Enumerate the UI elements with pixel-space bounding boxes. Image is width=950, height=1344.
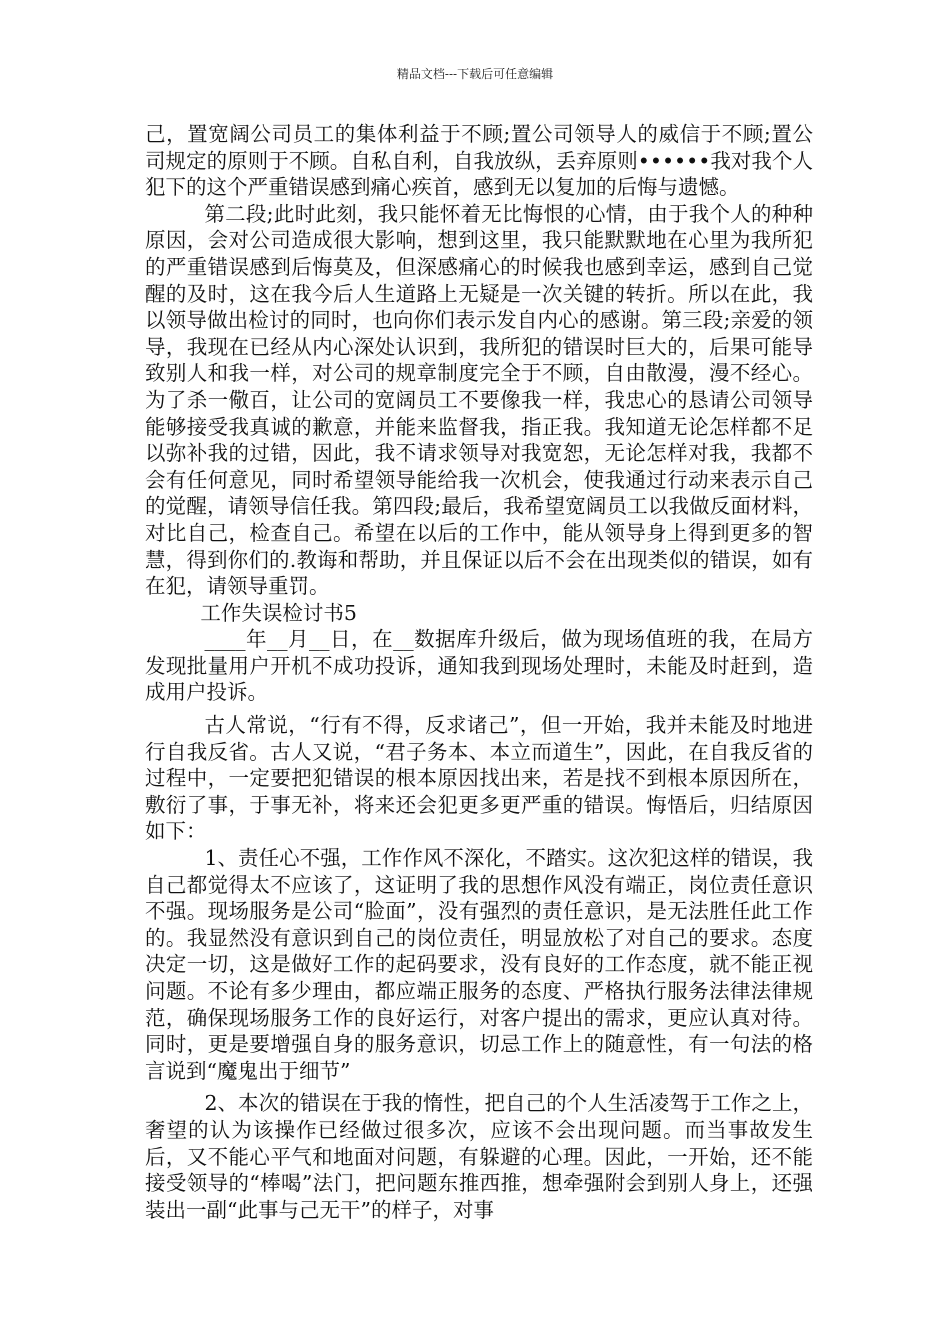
section-title: 工作失误检讨书5	[200, 600, 357, 625]
paragraph-reflection: 古人常说，“行有不得，反求诸己”，但一开始，我并未能及时地进行自我反省。古人又说，“君子务本、本立而道生”，因此，在自我反省的过程中，一定要把犯错误的根本原因找出来，若是找不到根本原因所在，敷衍了事，于事无补，将来还会犯更多更严重的错误。悔悟后，归结原因如下：	[145, 713, 813, 844]
paragraph-incident: ____年__月__日，在__数据库升级后，做为现场值班的我，在局方发现批量用户开机不成功投诉，通知我到现场处理时，未能及时赶到，造成用户投诉。	[145, 627, 813, 705]
paragraph-continuation: 己，置宽阔公司员工的集体利益于不顾;置公司领导人的威信于不顾;置公司规定的原则于不顾。自私自利，自我放纵，丢弃原则••••••我对我个人犯下的这个严重错误感到痛心疾首，感到无以复加的后悔与遗憾。	[145, 122, 813, 200]
paragraph-sections: 第二段;此时此刻，我只能怀着无比悔恨的心情，由于我个人的种种原因，会对公司造成很大影响，想到这里，我只能默默地在心里为我所犯的严重错误感到后悔莫及，但深感痛心的时候我也感到幸运，感到自己觉醒的及时，这在我今后人生道路上无疑是一次关键的转折。所以在此，我以领导做出检讨的同时，也向你们表示发自内心的感谢。第三段;亲爱的领导，我现在已经从内心深处认识到，我所犯的错误时巨大的，后果可能导致别人和我一样，对公司的规章制度完全于不顾，自由散漫，漫不经心。为了杀一儆百，让公司的宽阔员工不要像我一样，我忠心的恳请公司领导能够接受我真诚的歉意，并能来监督我，指正我。我知道无论怎样都不足以弥补我的过错，因此，我不请求领导对我宽恕，无论怎样对我，我都不会有任何意见，同时希望领导能给我一次机会，使我通过行动来表示自己的觉醒，请领导信任我。第四段;最后，我希望宽阔员工以我做反面材料，对比自己，检查自己。希望在以后的工作中，能从领导身上得到更多的智慧，得到你们的.教诲和帮助，并且保证以后不会在出现类似的错误，如有在犯，请领导重罚。	[145, 201, 813, 599]
paragraph-reason-2: 2、本次的错误在于我的惰性，把自己的个人生活凌驾于工作之上，奢望的认为该操作已经做过很多次，应该不会出现问题。而当事故发生后，又不能心平气和地面对问题，有躲避的心理。因此，一开始，还不能接受领导的“棒喝”法门，把问题东推西推，想牵强附会到别人身上，还强装出一副“此事与己无干”的样子，对事	[145, 1091, 813, 1222]
paragraph-reason-1: 1、责任心不强，工作作风不深化，不踏实。这次犯这样的错误，我自己都觉得太不应该了，这证明了我的思想作风没有端正，岗位责任意识不强。现场服务是公司“脸面”，没有强烈的责任意识，是无法胜任此工作的。我显然没有意识到自己的岗位责任，明显放松了对自己的要求。态度决定一切，这是做好工作的起码要求，没有良好的工作态度，就不能正视问题。不论有多少理由，都应端正服务的态度、严格执行服务法律法律规范，确保现场服务工作的良好运行，对客户提出的需求，更应认真对待。同时，更是要增强自身的服务意识，切忌工作上的随意性，有一句法的格言说到“魔鬼出于细节”	[145, 846, 813, 1083]
page-header: 精品文档---下载后可任意编辑	[396, 67, 554, 81]
document-body	[145, 121, 813, 1223]
